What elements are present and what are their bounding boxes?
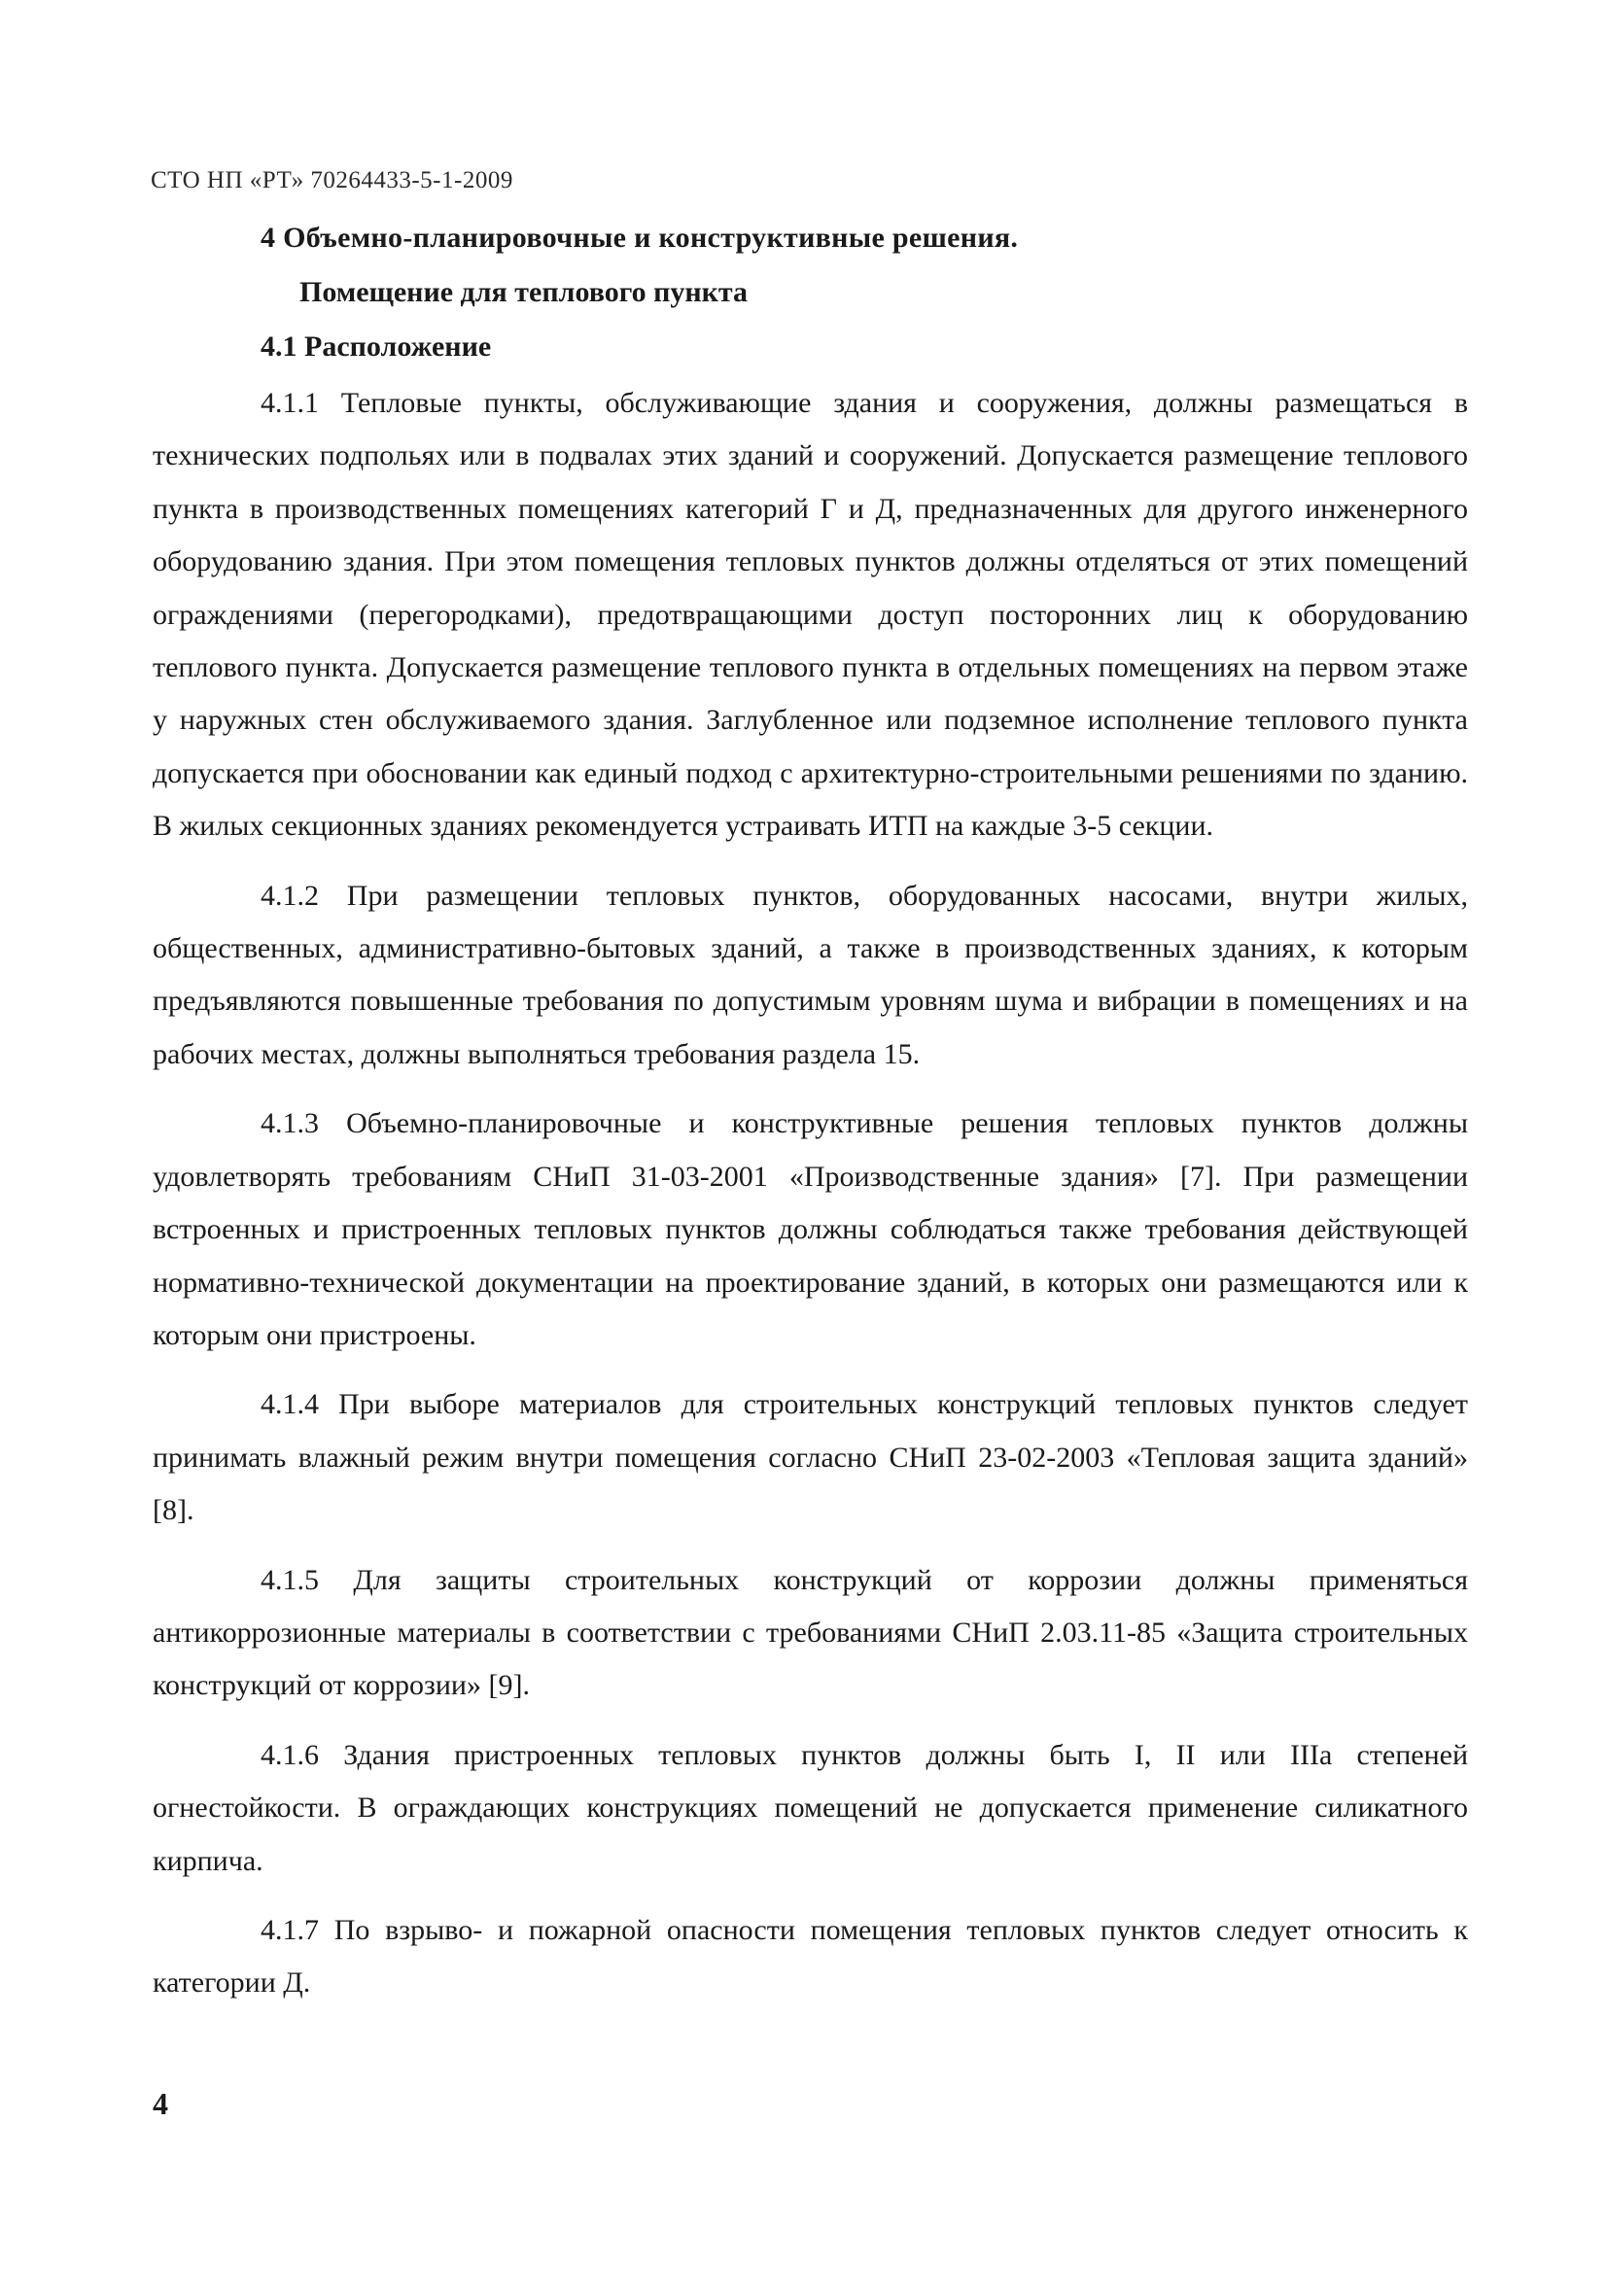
page-number: 4 bbox=[153, 2086, 168, 2121]
paragraph-4-1-4: 4.1.4 При выборе материалов для строительных конструкций тепловых пунктов следует принимать влажный режим внутри помещения согласно СНиП 23-02-2003 «Тепловая защита зданий» [8]. bbox=[153, 1388, 1468, 1527]
subsection-title: 4.1 Расположение bbox=[261, 330, 492, 363]
paragraph-4-1-7: 4.1.7 По взрыво- и пожарной опасности помещения тепловых пунктов следует относить к категории Д. bbox=[153, 1913, 1468, 2000]
section-title: 4 Объемно-планировочные и конструктивные решения. bbox=[261, 222, 1019, 254]
paragraph-4-1-3: 4.1.3 Объемно-планировочные и конструктивные решения тепловых пунктов должны удовлетворять требованиям СНиП 31-03-2001 «Производственные здания» [7]. При размещении встроенных и пристроенных тепловых пунктов должны соблюдаться также требования действующей нормативно-технической документации на проектирование зданий, в которых они размещаются или к которым они пристроены. bbox=[153, 1107, 1468, 1351]
paragraph-4-1-6: 4.1.6 Здания пристроенных тепловых пунктов должны быть I, II или IIIa степеней огнестойкости. В ограждающих конструкциях помещений не допускается применение силикатного кирпича. bbox=[153, 1738, 1469, 1877]
section-subtitle: Помещение для теплового пункта bbox=[299, 276, 749, 308]
paragraph-4-1-1: 4.1.1 Тепловые пункты, обслуживающие здания и сооружения, должны размещаться в технических подпольях или в подвалах этих зданий и сооружений. Допускается размещение теплового пункта в производственных помещениях категорий Г и Д, предназначенных для другого инженерного оборудованию здания. При этом помещения тепловых пунктов должны отделяться от этих помещений ограждениями (перегородками), предотвращающими доступ посторонних лиц к оборудованию теплового пункта. Допускается размещение теплового пункта в отдельных помещениях на первом этаже у наружных стен обслуживаемого здания. Заглубленное или подземное исполнение теплового пункта допускается при обосновании как единый подход с архитектурно-строительными решениями по зданию. В жилых секционных зданиях рекомендуется устраивать ИТП на каждые 3-5 секции. bbox=[153, 387, 1468, 843]
paragraph-4-1-5: 4.1.5 Для защиты строительных конструкций от коррозии должны применяться антикоррозионные материалы в соответствии с требованиями СНиП 2.03.11-85 «Защита строительных конструкций от коррозии» [9]. bbox=[153, 1563, 1468, 1702]
document-body bbox=[153, 377, 1468, 2010]
document-header: СТО НП «РТ» 70264433-5-1-2009 bbox=[151, 167, 513, 193]
paragraph-4-1-2: 4.1.2 При размещении тепловых пунктов, оборудованных насосами, внутри жилых, общественных, административно-бытовых зданий, а также в производственных зданиях, к которым предъявляются повышенные требования по допустимым уровням шума и вибрации в помещениях и на рабочих местах, должны выполняться требования раздела 15. bbox=[153, 879, 1468, 1070]
